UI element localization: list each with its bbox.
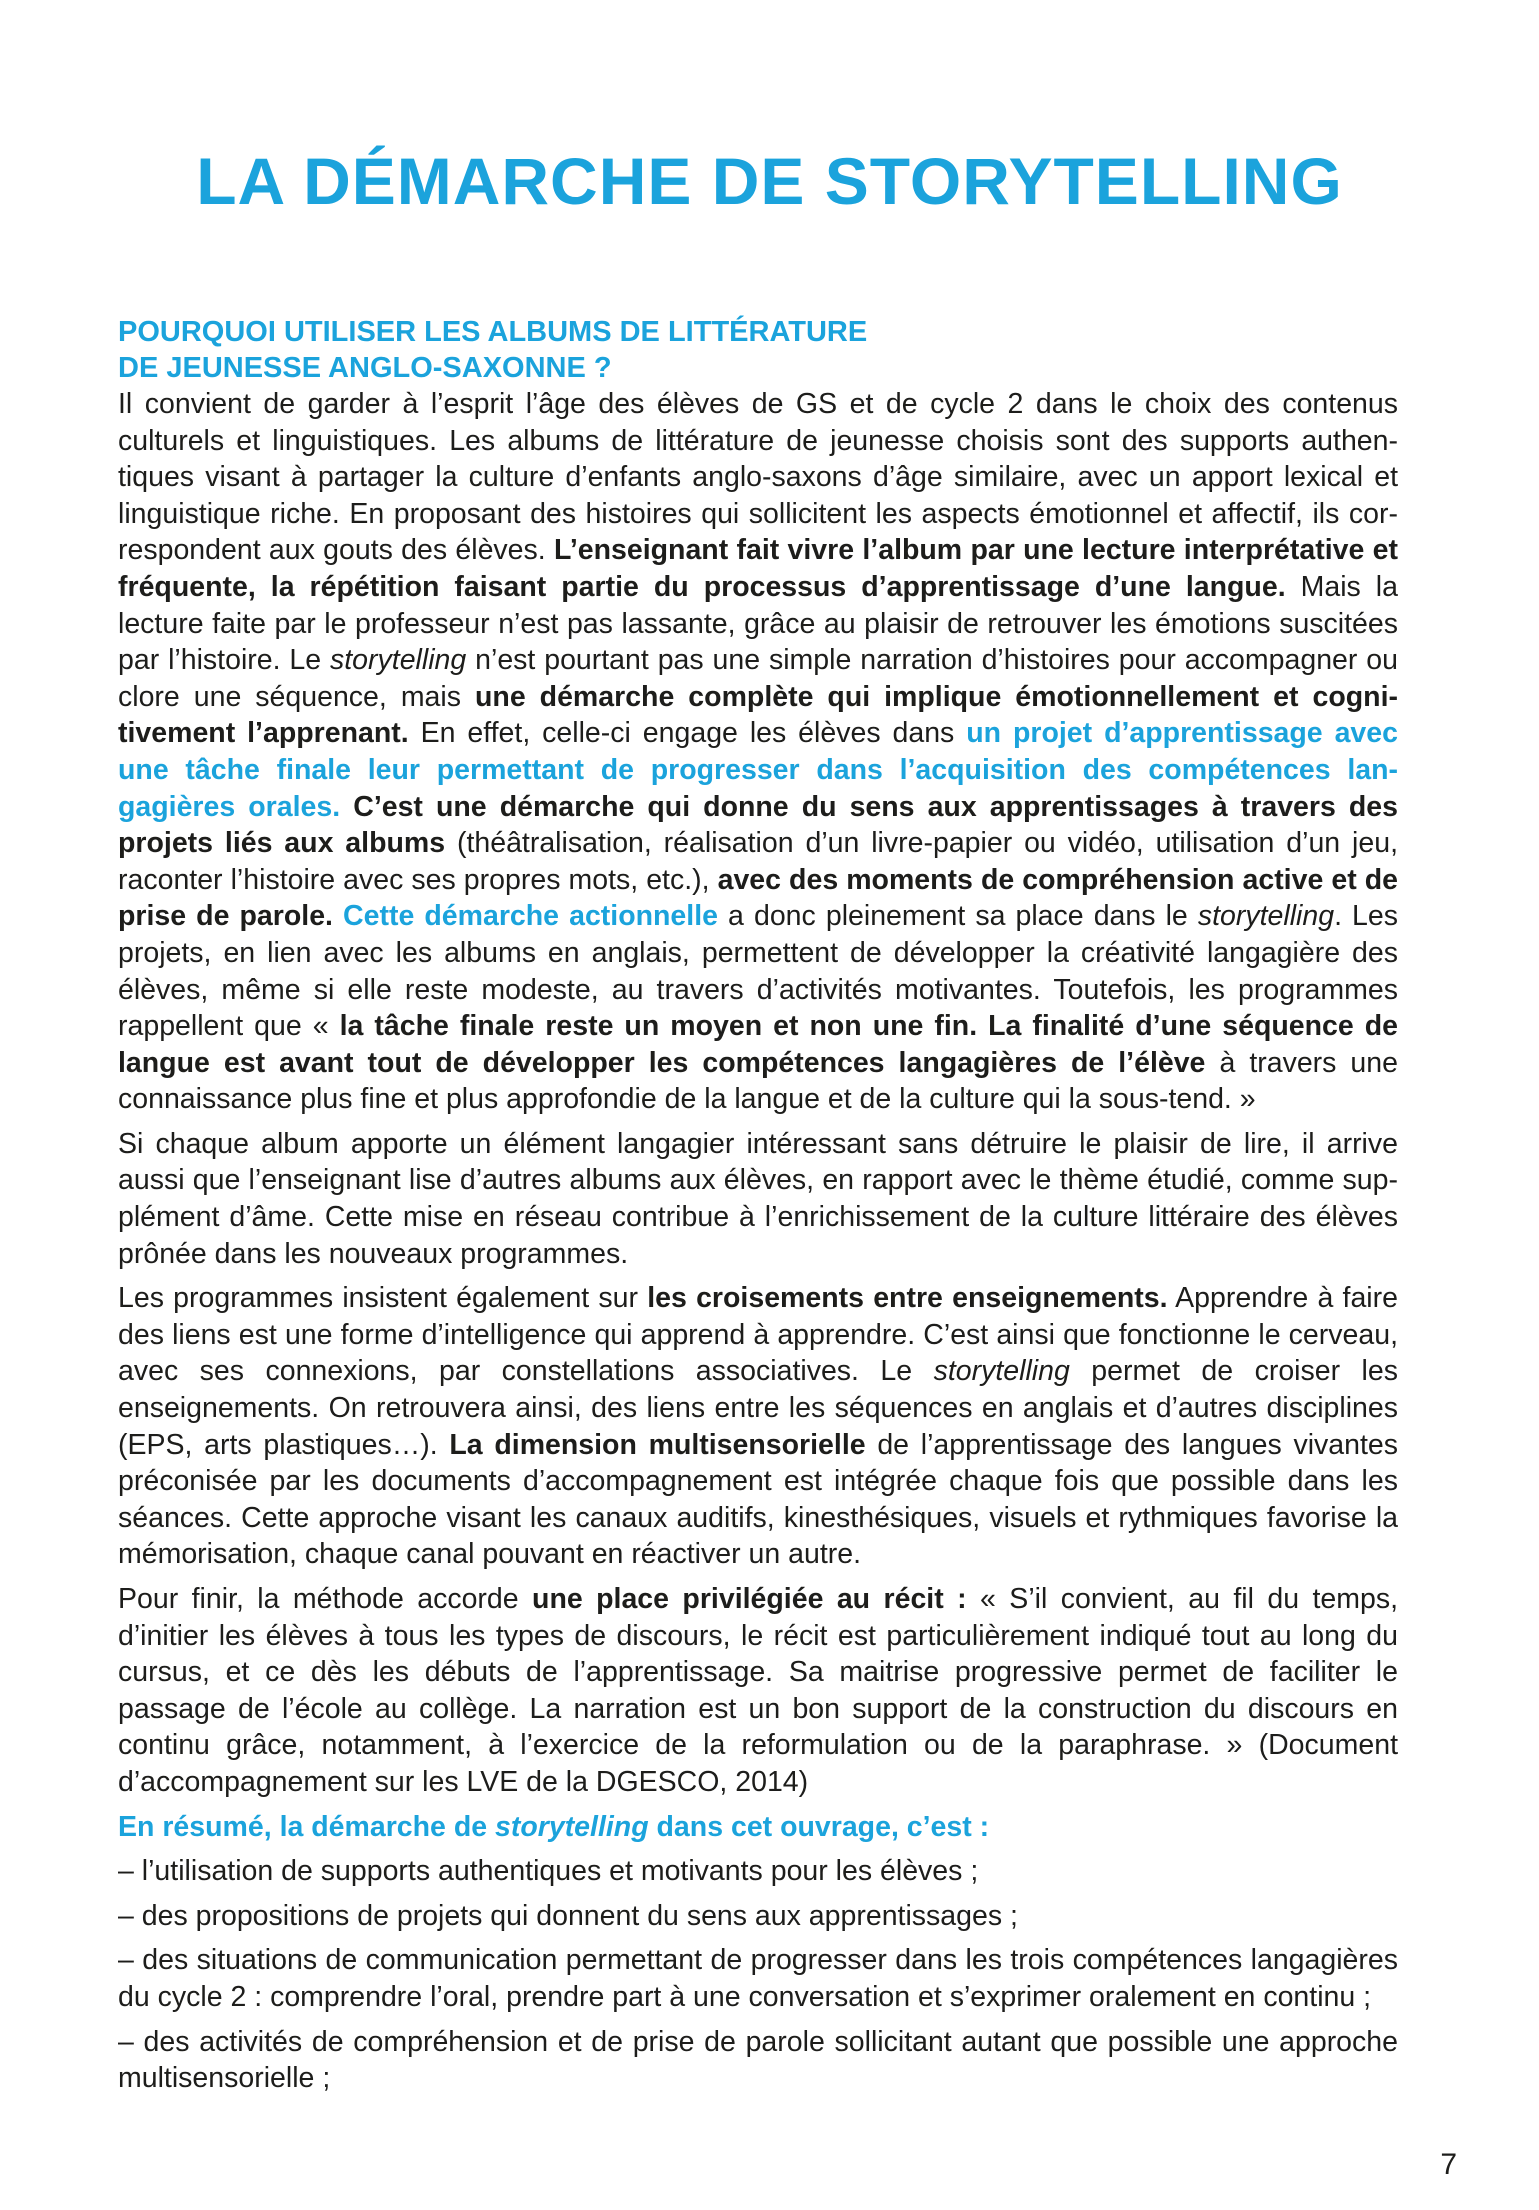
italic-run: storytelling: [933, 1355, 1070, 1388]
highlight-run: Cette démarche actionnelle: [343, 900, 718, 933]
text-run: (théâtralisation, réalisation d’un livre-papier ou vidéo, utilisation d’un jeu, raconter l’histoire avec ses propres mots, etc.),: [118, 827, 1398, 896]
section-title-line-1: POURQUOI UTILISER LES ALBUMS DE LITTÉRATURE: [118, 316, 868, 348]
text-run: Pour finir, la méthode accorde: [118, 1583, 533, 1615]
paragraph-2: Si chaque album apporte un élément langagier intéressant sans détruire le plaisir de lire, il arrive aussi que l’enseignant lise d’autres albums aux élèves, en rapport avec le thème étudié, comme supplément d’âme. Cette mise en réseau contribue à l’enrichissement de la culture littéraire des élèves prônée dans les nouveaux programmes.: [118, 1127, 1398, 1270]
bold-run: C’est une démarche qui donne du sens aux apprentissages à travers des projets liés aux albums: [118, 790, 1399, 860]
section-title: [118, 314, 1398, 386]
bold-run: la tâche finale reste un moyen et non une fin. La finalité d’une séquence de langue est avant tout de développer les compétences langagières de l’élève: [118, 1010, 1398, 1079]
bold-run: La dimension multisensorielle: [449, 1428, 866, 1461]
text-run: [340, 791, 353, 823]
list-item: – des propositions de projets qui donnent du sens aux apprentissages ;: [118, 1899, 1018, 1932]
text-run: à travers une connaissance plus fine et plus approfondie de la langue et de la culture qui la sous-tend. »: [118, 1046, 1398, 1116]
text-run: En effet, celle-ci engage les élèves dans: [408, 717, 967, 750]
text-run: dans cet ouvrage, c’est :: [648, 1810, 990, 1843]
list-item: – l’utilisation de supports authentiques et motivants pour les élèves ;: [118, 1855, 979, 1888]
text-run: Les programmes insistent également sur: [118, 1282, 648, 1315]
paragraph-1: [118, 386, 1398, 1118]
page-title: LA DÉMARCHE DE STORYTELLING: [196, 144, 1343, 218]
text-run: de l’apprentissage des langues vivantes préconisée par les documents d’accompagnement est intégrée chaque fois que possible dans les séances. Cette approche visant les canaux auditifs, kinesthésiques, visuels et rythmiques favorise la mémorisation, chaque canal pouvant en réactiver un autre.: [118, 1428, 1398, 1571]
summary-title: [118, 1809, 1398, 1846]
bold-run: une place privilégiée au récit :: [532, 1583, 967, 1615]
italic-run: storytelling: [1197, 900, 1335, 933]
highlight-run: un projet d’apprentissage avec une tâche finale leur permettant de progresser dans l’acquisition des compétences langagières orales.: [118, 717, 1398, 823]
text-run: n’est pourtant pas une simple narration d’histoires pour accompagner ou clore une séquence, mais: [118, 644, 1398, 713]
section-title-line-2: DE JEUNESSE ANGLO-SAXONNE ?: [118, 352, 612, 384]
text-run: [333, 900, 343, 932]
list-item: – des activités de compréhension et de prise de parole sollicitant autant que possible une approche multisensorielle ;: [118, 2025, 1398, 2095]
paragraph-4: [118, 1581, 1398, 1801]
main-content: [118, 314, 1398, 2105]
summary-list: [118, 1853, 1398, 2097]
text-run: En résumé, la démarche de: [118, 1810, 495, 1843]
text-run: Il convient de garder à l’esprit l’âge des élèves de GS et de cycle 2 dans le choix des contenus culturels et linguistiques. Les albums de littérature de jeunesse choisis sont des supports authentiques visant à partager la culture d’enfants anglo-saxons d’âge similaire, avec un apport lexical et linguistique riche. En proposant des histoires qui sollicitent les aspects émotionnel et affectif, ils correspondent aux gouts des élèves.: [118, 388, 1398, 567]
bold-run: les croisements entre enseignements.: [647, 1282, 1168, 1315]
page-number: 7: [1440, 2148, 1457, 2181]
text-run: permet de croiser les enseignements. On retrouvera ainsi, des liens entre les séquences en anglais et d’autres disciplines (EPS, arts plastiques…).: [118, 1355, 1398, 1461]
text-run: Apprendre à faire des liens est une forme d’intelligence qui apprend à apprendre. C’est ainsi que fonctionne le cerveau, avec ses connexions, par constellations associatives. Le: [118, 1282, 1398, 1388]
text-run: . Les projets, en lien avec les albums en anglais, permettent de développer la créativité langagière des élèves, même si elle reste modeste, au travers d’activités motivantes. Toutefois, les programmes rappellent que «: [118, 900, 1398, 1043]
italic-run: storytelling: [495, 1810, 649, 1843]
paragraph-3: [118, 1280, 1398, 1573]
text-run: « S’il convient, au fil du temps, d’initier les élèves à tous les types de discours, le récit est particulièrement indiqué tout au long du cursus, et ce dès les débuts de l’apprentissage. Sa maitrise progressive permet de faciliter le passage de l’école au collège. La narration est un bon support de la construction du discours en continu grâce, notamment, à l’exercice de la reformulation ou de la paraphrase. » (Document d’accompagnement sur les LVE de la DGESCO, 2014): [118, 1583, 1398, 1798]
bold-run: L’enseignant fait vivre l’album par une lecture interprétative et fréquente, la répétition faisant partie du processus d’apprentissage d’une langue.: [118, 534, 1398, 603]
italic-run: storytelling: [330, 644, 467, 677]
bold-run: une démarche complète qui implique émotionnellement et cognitivement l’apprenant.: [118, 680, 1398, 750]
text-run: Mais la lecture faite par le professeur n’est pas lassante, grâce au plaisir de retrouver les émotions suscitées par l’histoire. Le: [118, 570, 1398, 677]
bold-run: avec des moments de compréhension active et de prise de parole.: [118, 863, 1398, 933]
list-item: – des situations de communication permettant de progresser dans les trois compétences langagières du cycle 2 : comprendre l’oral, prendre part à une conversation et s’exprimer oralement en continu ;: [118, 1944, 1398, 2013]
text-run: a donc pleinement sa place dans le: [717, 900, 1198, 933]
